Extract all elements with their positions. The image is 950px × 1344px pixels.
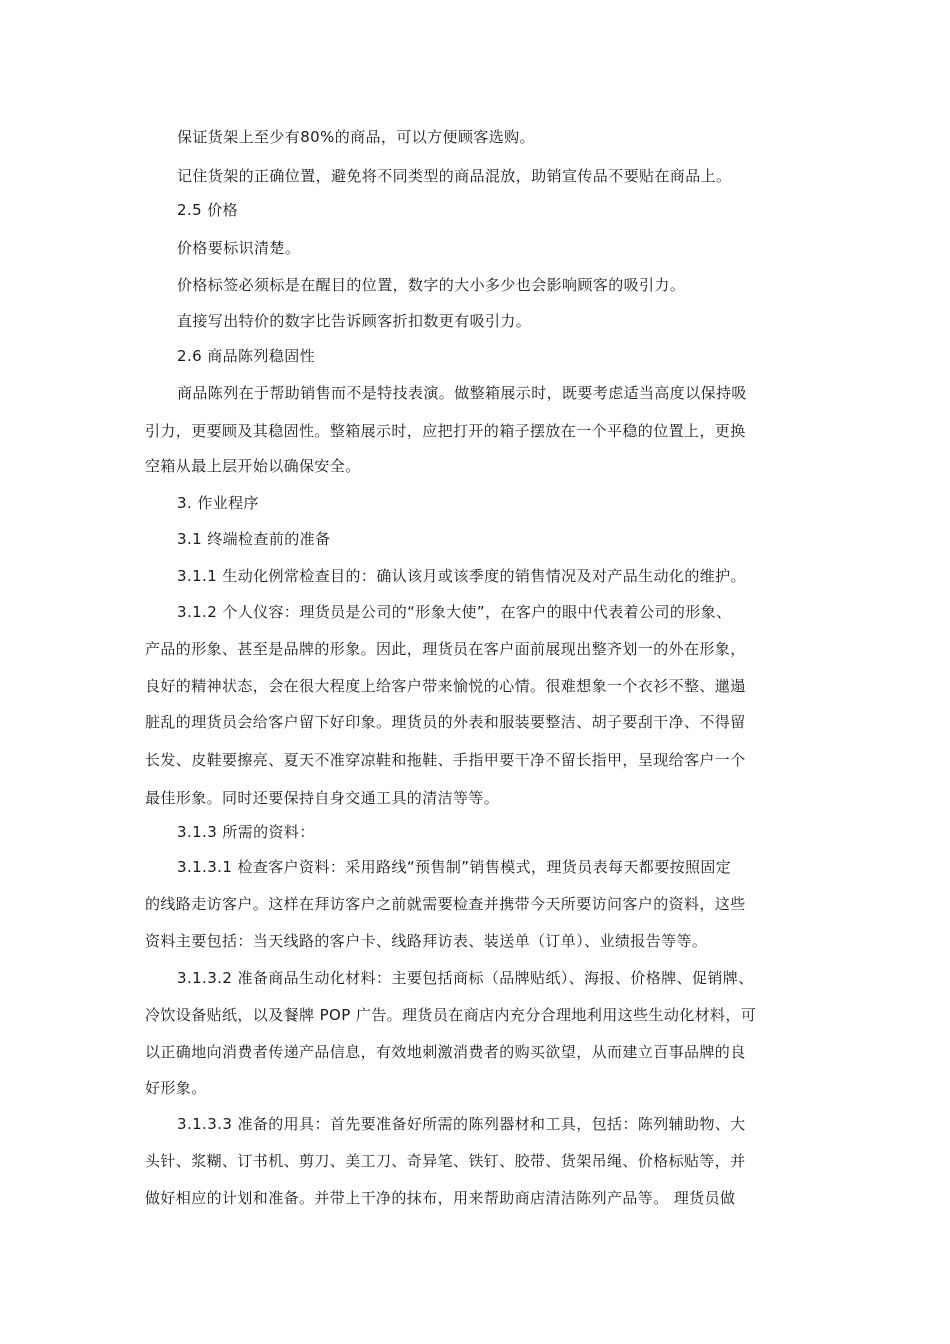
text-line: 产品的形象、甚至是品牌的形象。因此，理货员在客户面前展现出整齐划一的外在形象，	[145, 640, 746, 658]
text-line: 直接写出特价的数字比告诉顾客折扣数更有吸引力。	[177, 312, 532, 330]
section-heading: 2.5 价格	[177, 201, 239, 219]
text-line: 长发、皮鞋要擦亮、夏天不准穿凉鞋和拖鞋、手指甲要干净不留长指甲，呈现给客户一个	[145, 751, 746, 769]
text-line: 3.1.3.2 准备商品生动化材料：主要包括商标（品牌贴纸）、海报、价格牌、促销牌、	[177, 969, 754, 987]
text-line: 空箱从最上层开始以确保安全。	[145, 457, 361, 475]
text-line: 保证货架上至少有80%的商品，可以方便顾客选购。	[177, 128, 535, 146]
text-line: 3.1.1 生动化例常检查目的：确认该月或该季度的销售情况及对产品生动化的维护。	[177, 567, 746, 585]
text-line: 做好相应的计划和准备。并带上干净的抹布，用来帮助商店清洁陈列产品等。 理货员做	[145, 1189, 736, 1207]
text-line: 3.1.3.1 检查客户资料：采用路线“预售制”销售模式，理货员表每天都要按照固定	[177, 858, 732, 876]
text-line: 的线路走访客户。这样在拜访客户之前就需要检查并携带今天所要访问客户的资料，这些	[145, 895, 746, 913]
text-line: 商品陈列在于帮助销售而不是特技表演。做整箱展示时，既要考虑适当高度以保持吸	[177, 384, 747, 402]
text-line: 冷饮设备贴纸，以及餐牌 POP 广告。理货员在商店内充分合理地利用这些生动化材料，可	[145, 1006, 757, 1024]
text-line: 3.1.2 个人仪容：理货员是公司的“形象大使”，在客户的眼中代表着公司的形象、	[177, 603, 732, 621]
text-line: 头针、浆糊、订书机、剪刀、美工刀、奇异笔、铁钉、胶带、货架吊绳、价格标贴等，并	[145, 1152, 746, 1170]
text-line: 价格标签必须标是在醒目的位置，数字的大小多少也会影响顾客的吸引力。	[177, 276, 686, 294]
text-line: 引力，更要顾及其稳固性。整箱展示时，应把打开的箱子摆放在一个平稳的位置上，更换	[145, 422, 746, 440]
text-line: 资料主要包括：当天线路的客户卡、线路拜访表、装送单（订单）、业绩报告等等。	[145, 932, 708, 950]
text-line: 以正确地向消费者传递产品信息，有效地刺激消费者的购买欲望，从而建立百事品牌的良	[145, 1043, 746, 1061]
section-heading: 3.1 终端检查前的准备	[177, 530, 331, 548]
section-heading: 3. 作业程序	[177, 494, 259, 512]
text-line: 好形象。	[145, 1079, 207, 1097]
text-line: 脏乱的理货员会给客户留下好印象。理货员的外表和服装要整洁、胡子要刮干净、不得留	[145, 713, 746, 731]
section-heading: 2.6 商品陈列稳固性	[177, 347, 316, 365]
text-line: 价格要标识清楚。	[177, 239, 301, 257]
text-line: 记住货架的正确位置，避免将不同类型的商品混放，助销宣传品不要贴在商品上。	[177, 167, 732, 185]
text-line: 3.1.3.3 准备的用具：首先要准备好所需的陈列器材和工具，包括：陈列辅助物、大	[177, 1115, 746, 1133]
section-heading: 3.1.3 所需的资料：	[177, 823, 315, 841]
text-line: 良好的精神状态，会在很大程度上给客户带来愉悦的心情。很难想象一个衣衫不整、邋遢	[145, 677, 746, 695]
text-line: 最佳形象。同时还要保持自身交通工具的清洁等等。	[145, 789, 500, 807]
